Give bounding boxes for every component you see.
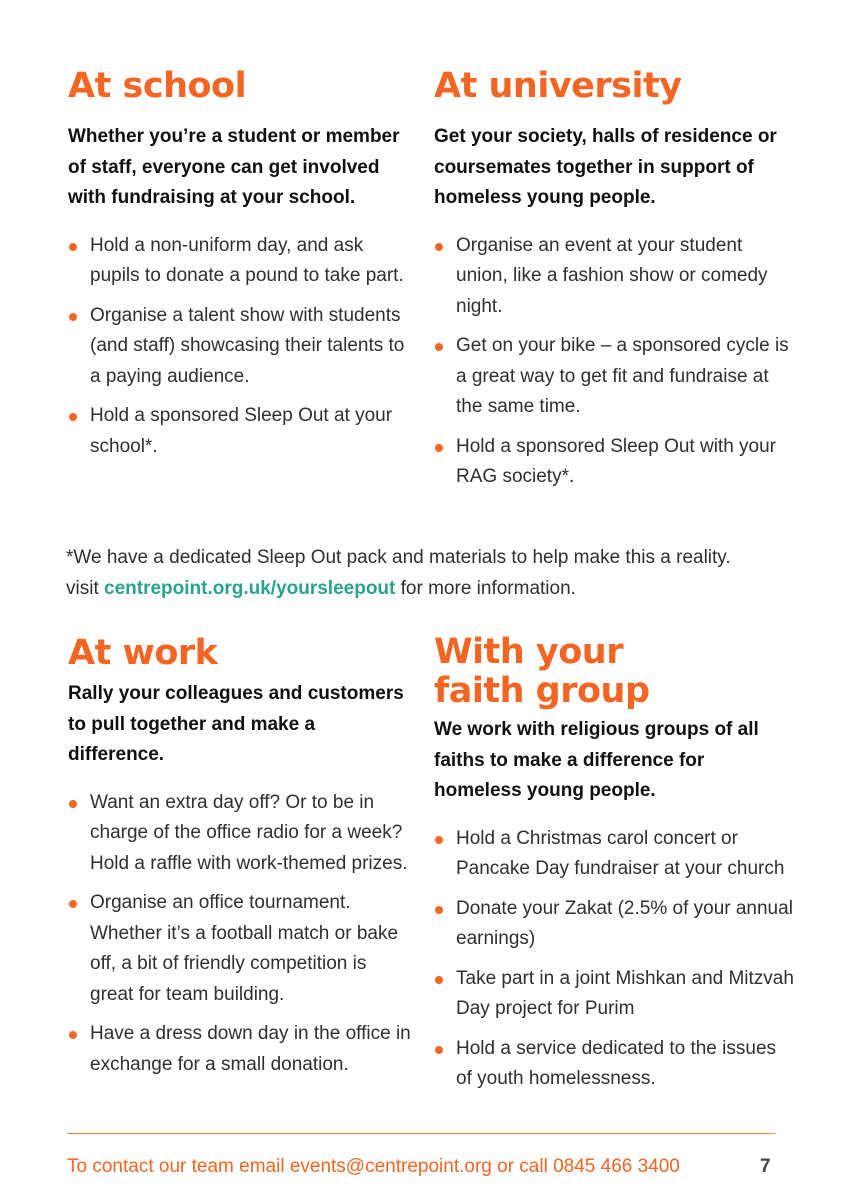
sleep-out-footnote	[66, 543, 786, 604]
bullet-dot-icon	[435, 976, 443, 984]
bullet-list	[68, 788, 413, 1081]
bullet-dot-icon	[435, 243, 443, 251]
list-item	[434, 1034, 794, 1095]
section-intro: We work with religious groups of all faiths to make a difference for homeless young people.	[434, 719, 759, 801]
list-item-text: Hold a non-uniform day, and ask pupils to donate a pound to take part.	[90, 234, 404, 286]
bullet-dot-icon	[435, 444, 443, 452]
footer-contact-text: To contact our team email events@centrepoint.org or call 0845 466 3400	[67, 1156, 680, 1177]
footnote-link-line	[66, 574, 786, 605]
section-title: At work	[68, 633, 218, 673]
list-item-text: Hold a sponsored Sleep Out with your RAG society*.	[456, 435, 777, 487]
bullet-dot-icon	[69, 900, 77, 908]
bullet-dot-icon	[435, 343, 443, 351]
list-item	[68, 401, 408, 462]
list-item-text: Take part in a joint Mishkan and Mitzvah Day project for Purim	[456, 967, 794, 1019]
list-item-text: Hold a Christmas carol concert or Pancake Day fundraiser at your church	[456, 827, 785, 879]
section-title	[434, 633, 794, 711]
bullet-dot-icon	[435, 836, 443, 844]
footnote-prefix: visit	[66, 577, 104, 599]
list-item-text: Hold a sponsored Sleep Out at your school*.	[90, 405, 393, 457]
bullet-list	[68, 231, 408, 463]
list-item-text: Have a dress down day in the office in exchange for a small donation.	[90, 1023, 411, 1075]
bullet-dot-icon	[69, 243, 77, 251]
list-item-text: Organise an office tournament. Whether it’s a football match or bake off, a bit of friendly competition is great for team building.	[90, 892, 399, 1005]
section-at-work	[68, 633, 413, 1089]
list-item	[434, 824, 794, 885]
list-item-text: Want an extra day off? Or to be in charge of the office radio for a week? Hold a raffle with work-themed prizes.	[90, 791, 408, 874]
list-item	[68, 231, 408, 292]
bullet-dot-icon	[69, 313, 77, 321]
section-title-line: With your	[434, 632, 623, 672]
footer-divider	[67, 1133, 775, 1134]
list-item-text: Get on your bike – a sponsored cycle is a great way to get fit and fundraise at the same time.	[456, 335, 789, 417]
section-intro: Get your society, halls of residence or coursemates together in support of homeless young people.	[434, 126, 777, 208]
bullet-list	[434, 231, 794, 493]
list-item	[68, 301, 408, 393]
list-item-text: Organise a talent show with students (and staff) showcasing their talents to a paying audience.	[90, 304, 405, 387]
list-item-text: Organise an event at your student union, like a fashion show or comedy night.	[456, 234, 768, 317]
section-title-line: faith group	[434, 671, 650, 711]
section-title: At school	[68, 66, 247, 106]
bullet-dot-icon	[69, 800, 77, 808]
footnote-line: *We have a dedicated Sleep Out pack and materials to help make this a reality.	[66, 547, 731, 568]
bullet-dot-icon	[435, 906, 443, 914]
bullet-dot-icon	[69, 413, 77, 421]
list-item	[68, 788, 413, 880]
page-number: 7	[760, 1156, 771, 1177]
bullet-dot-icon	[435, 1046, 443, 1054]
list-item	[434, 964, 794, 1025]
sleepout-link[interactable]: centrepoint.org.uk/yoursleepout	[104, 577, 396, 599]
section-title: At university	[434, 66, 682, 106]
section-faith-group	[434, 633, 794, 1104]
section-intro: Rally your colleagues and customers to pull together and make a difference.	[68, 683, 404, 765]
section-at-school	[68, 66, 408, 471]
bullet-list	[434, 824, 794, 1095]
section-intro: Whether you’re a student or member of staff, everyone can get involved with fundraising at your school.	[68, 126, 400, 208]
section-at-university	[434, 66, 794, 502]
bullet-dot-icon	[69, 1031, 77, 1039]
list-item-text: Donate your Zakat (2.5% of your annual earnings)	[456, 897, 793, 949]
list-item-text: Hold a service dedicated to the issues of youth homelessness.	[456, 1037, 777, 1089]
list-item	[434, 231, 794, 323]
list-item	[68, 888, 413, 1010]
list-item	[434, 331, 794, 423]
list-item	[434, 894, 794, 955]
list-item	[68, 1019, 413, 1080]
list-item	[434, 432, 794, 493]
footnote-suffix: for more information.	[395, 577, 576, 599]
